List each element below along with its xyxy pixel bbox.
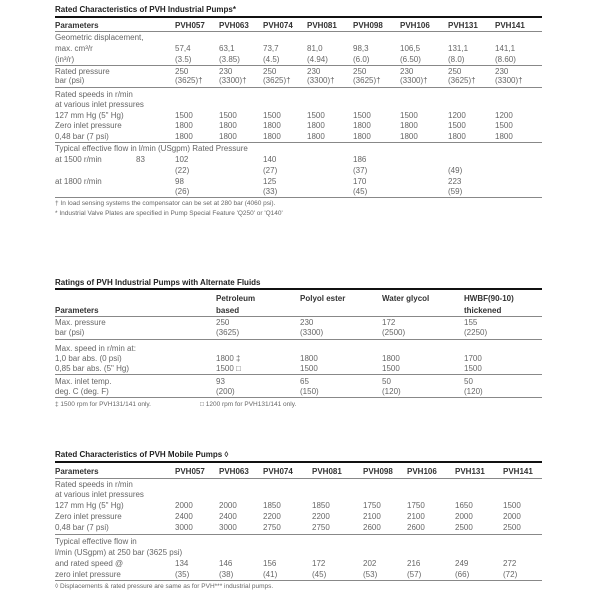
header-rule xyxy=(55,316,542,317)
row-label: max. cm³/r xyxy=(55,44,93,53)
speed-value: 3000 xyxy=(219,523,237,532)
pressure-value: 250 xyxy=(216,318,230,327)
pressure-value: 230 xyxy=(300,318,314,327)
header-rule xyxy=(55,478,542,479)
row-rule xyxy=(55,87,542,88)
speed-value: 2750 xyxy=(263,523,281,532)
flow-gpm-value: (53) xyxy=(363,570,378,579)
row-label: (in³/r) xyxy=(55,55,75,64)
speed-value: 2000 xyxy=(455,512,473,521)
flow-value: 249 xyxy=(455,559,469,568)
speed-value: 1500 xyxy=(400,111,418,120)
flow-gpm-value: (27) xyxy=(263,166,278,175)
speed-value: 1200 xyxy=(495,111,513,120)
table2-title: Ratings of PVH Industrial Pumps with Alternate Fluids xyxy=(55,278,261,287)
column-header: PVH074 xyxy=(263,467,293,476)
column-header: PVH131 xyxy=(448,21,478,30)
speed-value: 2750 xyxy=(312,523,330,532)
pressure-psi-value: (3625)† xyxy=(175,76,203,85)
displacement-value: 73,7 xyxy=(263,44,279,53)
column-header: PVH106 xyxy=(400,21,430,30)
row-label: Max. inlet temp. xyxy=(55,377,112,386)
row-label: 0,48 bar (7 psi) xyxy=(55,523,109,532)
row-rule xyxy=(55,374,542,375)
speed-value: 1800 xyxy=(219,132,237,141)
col-header: thickened xyxy=(464,306,502,315)
row-label: zero inlet pressure xyxy=(55,570,121,579)
flow-gpm-value: (38) xyxy=(219,570,234,579)
flow-value: 170 xyxy=(353,177,367,186)
column-header: PVH063 xyxy=(219,21,249,30)
table3-title: Rated Characteristics of PVH Mobile Pumps ◊ xyxy=(55,450,229,459)
speed-value: 1850 xyxy=(263,501,281,510)
pressure-psi-value: (2250) xyxy=(464,328,488,337)
pressure-psi-value: (3625) xyxy=(216,328,240,337)
flow-value: 223 xyxy=(448,177,462,186)
footnote: ◊ Displacements & rated pressure are same as for PVH*** industrial pumps. xyxy=(55,583,274,590)
flow-gpm-value: (37) xyxy=(353,166,368,175)
speed-value: 1800 ‡ xyxy=(216,354,241,363)
flow-value: 172 xyxy=(312,559,326,568)
speed-value: 1500 xyxy=(353,111,371,120)
flow-value: 98 xyxy=(175,177,184,186)
displacement-in-value: (4.94) xyxy=(307,55,328,64)
column-header: PVH141 xyxy=(495,21,525,30)
table3-bottom-rule xyxy=(55,580,542,581)
column-header: PVH074 xyxy=(263,21,293,30)
row-rule xyxy=(55,339,542,340)
row-label: 0,85 bar abs. (5" Hg) xyxy=(55,364,129,373)
pressure-value: 230 xyxy=(219,67,233,76)
speed-value: 1700 xyxy=(464,354,482,363)
col-header: Polyol ester xyxy=(300,294,346,303)
header-parameters: Parameters xyxy=(55,21,99,30)
speed-value: 1750 xyxy=(407,501,425,510)
pressure-psi-value: (3625)† xyxy=(353,76,381,85)
row-label: 127 mm Hg (5" Hg) xyxy=(55,501,124,510)
displacement-in-value: (4.5) xyxy=(263,55,280,64)
row-label: 127 mm Hg (5" Hg) xyxy=(55,111,124,120)
flow-value: 186 xyxy=(353,155,367,164)
speed-value: 1500 xyxy=(219,111,237,120)
flow-value: 156 xyxy=(263,559,277,568)
column-header: PVH131 xyxy=(455,467,485,476)
col-header: based xyxy=(216,306,240,315)
column-header: PVH057 xyxy=(175,467,205,476)
flow-value: 102 xyxy=(175,155,189,164)
column-header: PVH081 xyxy=(307,21,337,30)
displacement-value: 57,4 xyxy=(175,44,191,53)
pressure-value: 230 xyxy=(307,67,321,76)
pressure-psi-value: (2500) xyxy=(382,328,406,337)
speed-value: 2100 xyxy=(407,512,425,521)
speed-value: 1500 □ xyxy=(216,364,241,373)
temp-f-value: (200) xyxy=(216,387,235,396)
temp-f-value: (120) xyxy=(464,387,483,396)
col-header: Water glycol xyxy=(382,294,430,303)
speed-value: 1500 xyxy=(263,111,281,120)
footnote: ‡ 1500 rpm for PVH131/141 only. xyxy=(55,401,151,408)
displacement-value: 81,0 xyxy=(307,44,323,53)
displacement-in-value: (3.85) xyxy=(219,55,240,64)
displacement-in-value: (6.0) xyxy=(353,55,370,64)
pressure-value: 250 xyxy=(175,67,189,76)
speed-value: 1800 xyxy=(175,121,193,130)
speed-value: 2000 xyxy=(219,501,237,510)
temp-value: 50 xyxy=(382,377,391,386)
displacement-value: 63,1 xyxy=(219,44,235,53)
row-label: Zero inlet pressure xyxy=(55,512,122,521)
displacement-in-value: (8.60) xyxy=(495,55,516,64)
pressure-value: 172 xyxy=(382,318,396,327)
row-label: 1,0 bar abs. (0 psi) xyxy=(55,354,122,363)
table1-title: Rated Characteristics of PVH Industrial Pumps* xyxy=(55,5,236,14)
row-rule xyxy=(55,65,542,66)
column-header: PVH098 xyxy=(353,21,383,30)
row-label: at 1800 r/min xyxy=(55,177,102,186)
row-label: Zero inlet pressure xyxy=(55,121,122,130)
header-rule xyxy=(55,31,542,32)
speed-value: 1800 xyxy=(307,132,325,141)
temp-value: 50 xyxy=(464,377,473,386)
displacement-in-value: (8.0) xyxy=(448,55,465,64)
row-rule xyxy=(55,534,542,535)
temp-value: 93 xyxy=(216,377,225,386)
speed-value: 3000 xyxy=(175,523,193,532)
flow-gpm-value: (35) xyxy=(175,570,190,579)
speed-value: 2000 xyxy=(503,512,521,521)
speed-value: 1500 xyxy=(464,364,482,373)
row-label: Rated speeds in r/min xyxy=(55,480,133,489)
speed-value: 1500 xyxy=(382,364,400,373)
flow-gpm-value: (72) xyxy=(503,570,518,579)
header-parameters: Parameters xyxy=(55,306,99,315)
row-label: bar (psi) xyxy=(55,76,85,85)
pressure-psi-value: (3300)† xyxy=(219,76,247,85)
flow-gpm-value: (22) xyxy=(175,166,190,175)
row-rule xyxy=(55,142,542,143)
row-label: and rated speed @ xyxy=(55,559,124,568)
temp-f-value: (120) xyxy=(382,387,401,396)
column-header: PVH098 xyxy=(363,467,393,476)
row-label: Max. pressure xyxy=(55,318,106,327)
flow-gpm-value: (66) xyxy=(455,570,470,579)
pressure-psi-value: (3300)† xyxy=(400,76,428,85)
flow-value: 134 xyxy=(175,559,189,568)
flow-gpm-value: (57) xyxy=(407,570,422,579)
table1-bottom-rule xyxy=(55,197,542,198)
speed-value: 1800 xyxy=(263,132,281,141)
flow-gpm-value: (59) xyxy=(448,187,463,196)
pressure-value: 250 xyxy=(353,67,367,76)
pressure-psi-value: (3625)† xyxy=(448,76,476,85)
col-header: HWBF(90-10) xyxy=(464,294,514,303)
speed-value: 1750 xyxy=(363,501,381,510)
row-label: Rated speeds in r/min xyxy=(55,90,133,99)
speed-value: 2200 xyxy=(312,512,330,521)
flow-gpm-value: (26) xyxy=(175,187,190,196)
row-label: Typical effective flow in xyxy=(55,537,137,546)
speed-value: 1800 xyxy=(263,121,281,130)
pressure-value: 250 xyxy=(448,67,462,76)
speed-value: 2500 xyxy=(503,523,521,532)
speed-value: 2500 xyxy=(455,523,473,532)
speed-value: 2000 xyxy=(175,501,193,510)
speed-value: 1800 xyxy=(400,121,418,130)
row-label: at various inlet pressures xyxy=(55,100,144,109)
speed-value: 1500 xyxy=(495,121,513,130)
speed-value: 1850 xyxy=(312,501,330,510)
speed-value: 1800 xyxy=(353,121,371,130)
pressure-psi-value: (3300) xyxy=(300,328,324,337)
temp-value: 65 xyxy=(300,377,309,386)
speed-value: 1800 xyxy=(495,132,513,141)
displacement-value: 131,1 xyxy=(448,44,469,53)
column-header: PVH081 xyxy=(312,467,342,476)
table1-top-rule xyxy=(55,16,542,18)
row-label: at various inlet pressures xyxy=(55,490,144,499)
speed-value: 1800 xyxy=(307,121,325,130)
speed-value: 1800 xyxy=(219,121,237,130)
speed-value: 2400 xyxy=(175,512,193,521)
footnote: † In load sensing systems the compensator can be set at 280 bar (4060 psi). xyxy=(55,200,276,207)
speed-value: 1800 xyxy=(448,132,466,141)
flow-value: 140 xyxy=(263,155,277,164)
speed-value: 2600 xyxy=(407,523,425,532)
displacement-value: 141,1 xyxy=(495,44,516,53)
speed-value: 1500 xyxy=(175,111,193,120)
flow-value: 272 xyxy=(503,559,517,568)
header-parameters: Parameters xyxy=(55,467,99,476)
table3-top-rule xyxy=(55,461,542,463)
pressure-psi-value: (3300)† xyxy=(307,76,335,85)
speed-value: 1500 xyxy=(503,501,521,510)
pressure-psi-value: (3625)† xyxy=(263,76,291,85)
column-header: PVH063 xyxy=(219,467,249,476)
flow-gpm-value: (41) xyxy=(263,570,278,579)
speed-value: 2400 xyxy=(219,512,237,521)
speed-value: 1500 xyxy=(300,364,318,373)
row-label: deg. C (deg. F) xyxy=(55,387,109,396)
flow-gpm-value: (49) xyxy=(448,166,463,175)
footnote: * Industrial Valve Plates are specified in Pump Special Feature 'Q250' or 'Q140' xyxy=(55,210,283,217)
flow-value: 146 xyxy=(219,559,233,568)
row-label: Typical effective flow in l/min (USgpm) Rated Pressure xyxy=(55,144,248,153)
displacement-value: 98,3 xyxy=(353,44,369,53)
pressure-value: 230 xyxy=(400,67,414,76)
displacement-in-value: (6.50) xyxy=(400,55,421,64)
speed-value: 1800 xyxy=(353,132,371,141)
row-label: Max. speed in r/min at: xyxy=(55,344,136,353)
pressure-value: 250 xyxy=(263,67,277,76)
flow-gpm-value: (45) xyxy=(353,187,368,196)
column-header: PVH141 xyxy=(503,467,533,476)
flow-value: 202 xyxy=(363,559,377,568)
row-label: 0,48 bar (7 psi) xyxy=(55,132,109,141)
flow-gpm-value: (45) xyxy=(312,570,327,579)
row-label: Geometric displacement, xyxy=(55,33,144,42)
table2-top-rule xyxy=(55,288,542,290)
speed-value: 2600 xyxy=(363,523,381,532)
pressure-psi-value: (3300)† xyxy=(495,76,523,85)
speed-value: 1800 xyxy=(300,354,318,363)
speed-value: 2100 xyxy=(363,512,381,521)
speed-value: 1200 xyxy=(448,111,466,120)
pressure-value: 230 xyxy=(495,67,509,76)
table2-bottom-rule xyxy=(55,397,542,398)
flow-value: 216 xyxy=(407,559,421,568)
row-label: at 1500 r/min xyxy=(55,155,102,164)
flow-value: 125 xyxy=(263,177,277,186)
row-label: bar (psi) xyxy=(55,328,85,337)
column-header: PVH106 xyxy=(407,467,437,476)
flow-gpm-value: (33) xyxy=(263,187,278,196)
col-header: Petroleum xyxy=(216,294,256,303)
row-label: l/min (USgpm) at 250 bar (3625 psi) xyxy=(55,548,183,557)
speed-value: 1800 xyxy=(400,132,418,141)
speed-value: 1500 xyxy=(307,111,325,120)
row-label: 83 xyxy=(136,155,145,164)
speed-value: 2200 xyxy=(263,512,281,521)
speed-value: 1800 xyxy=(175,132,193,141)
row-label: Rated pressure xyxy=(55,67,110,76)
speed-value: 1650 xyxy=(455,501,473,510)
speed-value: 1500 xyxy=(448,121,466,130)
speed-value: 1800 xyxy=(382,354,400,363)
column-header: PVH057 xyxy=(175,21,205,30)
temp-f-value: (150) xyxy=(300,387,319,396)
displacement-in-value: (3.5) xyxy=(175,55,192,64)
footnote: □ 1200 rpm for PVH131/141 only. xyxy=(200,401,297,408)
displacement-value: 106,5 xyxy=(400,44,421,53)
pressure-value: 155 xyxy=(464,318,478,327)
